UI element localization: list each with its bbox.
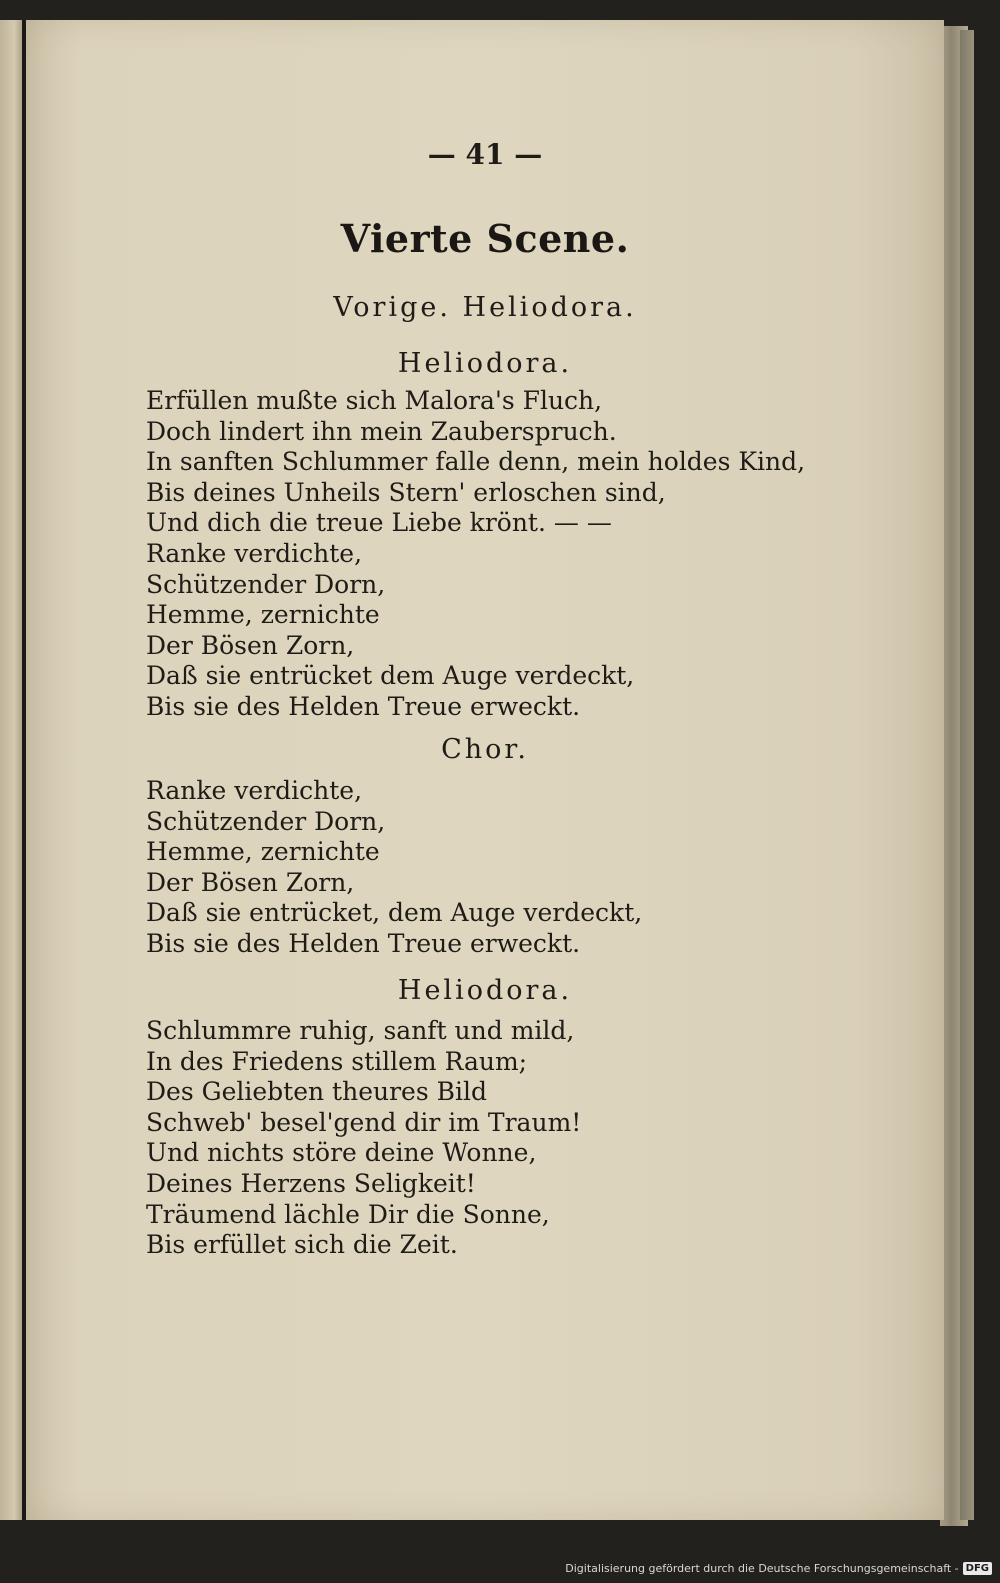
verse-block-heliodora-2	[146, 1016, 581, 1261]
page-number: — 41 —	[427, 138, 543, 171]
verse-line: Der Bösen Zorn,	[146, 867, 355, 897]
verse-line: Ranke verdichte,	[146, 538, 363, 568]
stage-direction: Vorige. Heliodora.	[333, 292, 637, 323]
previous-page-edge	[0, 20, 24, 1520]
verse-line: Träumend lächle Dir die Sonne,	[146, 1199, 550, 1229]
book-page	[26, 20, 944, 1520]
verse-line: Doch lindert ihn mein Zauberspruch.	[146, 416, 617, 446]
verse-line: Schützender Dorn,	[146, 569, 386, 599]
page-stack-edge-outer	[960, 30, 974, 1520]
verse-line: Daß sie entrücket, dem Auge verdeckt,	[146, 898, 643, 928]
verse-line: Bis deines Unheils Stern' erloschen sind,	[146, 477, 666, 507]
verse-line: Hemme, zernichte	[146, 837, 380, 867]
verse-line: Hemme, zernichte	[146, 600, 380, 630]
scene-title: Vierte Scene.	[340, 216, 630, 261]
verse-line: Daß sie entrücket dem Auge verdeckt,	[146, 661, 635, 691]
speaker-heading-heliodora: Heliodora.	[397, 348, 573, 379]
verse-line: In des Friedens stillem Raum;	[146, 1046, 528, 1076]
verse-line: Bis erfüllet sich die Zeit.	[146, 1230, 458, 1260]
verse-line: Und nichts störe deine Wonne,	[146, 1138, 537, 1168]
verse-line: Bis sie des Helden Treue erweckt.	[146, 691, 581, 721]
verse-line: Schützender Dorn,	[146, 806, 386, 836]
verse-block-chor	[146, 776, 642, 960]
verse-line: In sanften Schlummer falle denn, mein holdes Kind,	[146, 447, 806, 477]
book-spine	[22, 20, 26, 1520]
verse-line: Des Geliebten theures Bild	[146, 1077, 487, 1107]
verse-line: Der Bösen Zorn,	[146, 630, 355, 660]
speaker-heading-heliodora-2: Heliodora.	[397, 975, 573, 1006]
verse-line: Schlummre ruhig, sanft und mild,	[146, 1016, 575, 1045]
verse-line: Schweb' besel'gend dir im Traum!	[146, 1107, 582, 1137]
digitization-credit	[565, 1557, 992, 1579]
verse-line: Ranke verdichte,	[146, 776, 363, 805]
verse-line: Bis sie des Helden Treue erweckt.	[146, 928, 581, 958]
speaker-heading-chor: Chor.	[441, 734, 529, 765]
verse-line: Erfüllen mußte sich Malora's Fluch,	[146, 386, 603, 415]
credit-text: Digitalisierung gefördert durch die Deutsche Forschungsgemeinschaft -	[565, 1561, 959, 1575]
verse-line: Deines Herzens Seligkeit!	[146, 1168, 476, 1198]
dfg-logo: DFG	[963, 1562, 992, 1575]
verse-line: Und dich die treue Liebe krönt. — —	[146, 508, 612, 538]
verse-block-heliodora-1	[146, 386, 805, 723]
